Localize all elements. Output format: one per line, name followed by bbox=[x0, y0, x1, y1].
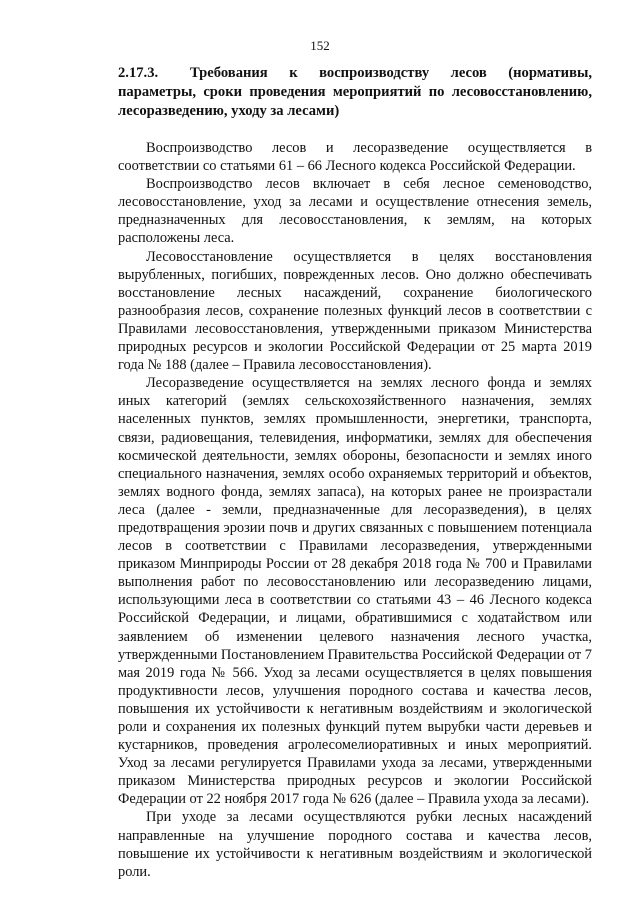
paragraph: Лесовосстановление осуществляется в целях восстановления вырубленных, погибших, поврежденных лесов. Оно должно обеспечивать восстановление лесных насаждений, сохранение биологического разнообразия лесов, сохранение полезных функций лесов в соответствии с Правилами лесовосстановления, утвержденными приказом Министерства природных ресурсов и экологии Российской Федерации от 25 марта 2019 года № 188 (далее – Правила лесовосстановления). bbox=[118, 248, 592, 374]
paragraph: Лесоразведение осуществляется на землях лесного фонда и землях иных категорий (землях сельскохозяйственного назначения, землях населенных пунктов, землях промышленности, энергетики, транспорта, связи, радиовещания, телевидения, информатики, землях для обеспечения космической деятельности, землях обороны, безопасности и землях иного специального назначения, землях особо охраняемых территорий и объектов, землях водного фонда, землях запаса), на которых ранее не произрастали леса (далее - земли, предназначенные для лесоразведения), в целях предотвращения эрозии почв и других связанных с повышением потенциала лесов в соответствии с Правилами лесоразведения, утвержденными приказом Минприроды России от 28 декабря 2018 года № 700 и Правилами выполнения работ по лесовосстановлению или лесоразведению лицами, использующими леса в соответствии со статьями 43 – 46 Лесного кодекса Российской Федерации, и лицами, обратившимися с ходатайством или заявлением об изменении целевого назначения лесного участка, утвержденными Постановлением Правительства Российской Федерации от 7 мая 2019 года № 566. Уход за лесами осуществляется в целях повышения продуктивности лесов, улучшения породного состава и качества лесов, повышения их устойчивости к негативным воздействиям и экологической роли и сохранения их полезных функций путем вырубки части деревьев и кустарников, проведения агролесомелиоративных и иных мероприятий. Уход за лесами регулируется Правилами ухода за лесами, утвержденными приказом Министерства природных ресурсов и экологии Российской Федерации от 22 ноября 2017 года № 626 (далее – Правила ухода за лесами). bbox=[118, 375, 592, 808]
paragraph: При уходе за лесами осуществляются рубки лесных насаждений направленные на улучшение породного состава и качества лесов, повышение их устойчивости к негативным воздействиям и экологической роли. bbox=[118, 809, 592, 880]
paragraph: Воспроизводство лесов и лесоразведение осуществляется в соответствии со статьями 61 – 66 Лесного кодекса Российской Федерации. bbox=[118, 140, 592, 175]
section-title: Требования к воспроизводству лесов (нормативы, параметры, сроки проведения мероприятий по лесовосстановлению, лесоразведению, уходу за лесами) bbox=[118, 65, 592, 119]
body-text bbox=[118, 139, 592, 881]
paragraph: Воспроизводство лесов включает в себя лесное семеноводство, лесовосстановление, уход за лесами и осуществление отнесения земель, предназначенных для лесовосстановления, к землям, на которых расположены леса. bbox=[118, 176, 592, 247]
section-number: 2.17.3. bbox=[118, 65, 159, 81]
page-number: 152 bbox=[310, 38, 330, 53]
section-heading bbox=[118, 64, 592, 121]
